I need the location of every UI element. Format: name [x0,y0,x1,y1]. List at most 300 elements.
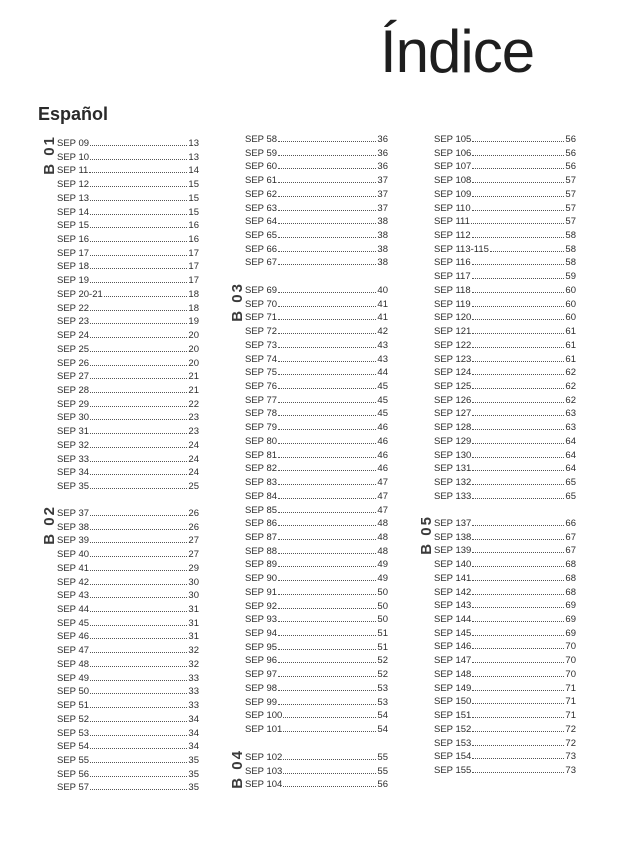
entry-name: SEP 42 [57,576,90,588]
dot-leader [90,272,187,283]
entry-name: SEP 64 [245,216,278,228]
entry-page-number: 14 [188,165,199,177]
entry-page-number: 24 [188,467,199,479]
entry-name: SEP 125 [434,380,472,392]
entry-name: SEP 132 [434,476,472,488]
entry-name: SEP 73 [245,339,278,351]
dot-leader [278,543,376,554]
dot-leader [278,680,376,691]
entry-name: SEP 81 [245,449,278,461]
entry-name: SEP 77 [245,394,278,406]
entry-name: SEP 53 [57,727,90,739]
dot-leader [90,519,187,530]
index-entry [434,282,576,296]
index-entry [245,502,388,516]
dot-leader [278,213,376,224]
entry-name: SEP 13 [57,192,90,204]
entry-page-number: 41 [377,298,388,310]
entry-page-number: 33 [188,700,199,712]
entry-page-number: 63 [565,422,576,434]
dot-leader [278,570,376,581]
entry-page-number: 56 [377,779,388,791]
index-entry [57,738,199,752]
entry-name: SEP 102 [245,752,283,763]
dot-leader [472,638,564,649]
entry-page-number: 49 [377,559,388,571]
index-entry [434,419,576,433]
index-entry [434,158,576,172]
entry-name: SEP 109 [434,188,472,200]
entry-page-number: 16 [188,234,199,246]
index-entry [245,419,388,433]
index-entry [57,725,199,739]
entry-page-number: 23 [188,426,199,438]
dot-leader [278,200,376,211]
dot-leader [90,368,187,379]
entry-name: SEP 19 [57,275,90,287]
entry-name: SEP 118 [434,284,471,296]
entry-page-number: 13 [188,138,199,149]
index-entry [57,683,199,697]
index-entry [245,652,388,666]
index-entry [434,268,576,282]
dot-leader [472,296,565,307]
entry-page-number: 17 [188,247,199,259]
index-entry [57,300,199,314]
dot-leader [278,652,376,663]
dot-leader [278,584,376,595]
entry-page-number: 50 [377,586,388,598]
dot-leader [278,296,376,307]
index-entry [245,364,388,378]
entry-name: SEP 22 [57,302,90,314]
dot-leader [278,337,376,348]
entry-name: SEP 98 [245,682,278,694]
entry-name: SEP 72 [245,326,278,338]
index-entry [434,542,576,556]
entry-name: SEP 145 [434,627,472,639]
entry-page-number: 55 [377,752,388,763]
entry-name: SEP 59 [245,147,278,159]
block-label: B 02 [41,505,58,545]
entry-name: SEP 65 [245,230,278,242]
index-entry [434,488,576,502]
dot-leader [278,666,376,677]
index-entry [57,355,199,369]
entry-name: SEP 70 [245,298,278,310]
dot-leader [278,433,376,444]
entry-page-number: 61 [565,326,576,338]
index-entry [434,254,576,268]
index-entry [57,464,199,478]
entry-name: SEP 91 [245,586,278,598]
index-entry [434,131,576,145]
entry-page-number: 65 [565,490,576,502]
entry-page-number: 70 [565,641,576,653]
dot-leader [472,364,564,375]
index-entry [57,779,199,793]
entry-page-number: 53 [377,682,388,694]
index-entry [245,131,388,145]
dot-leader [472,597,564,608]
entry-name: SEP 51 [57,700,90,712]
entry-page-number: 43 [377,353,388,365]
entry-page-number: 57 [565,188,576,200]
index-entry [434,666,576,680]
dot-leader [90,382,187,393]
dot-leader [472,172,564,183]
index-entry [57,204,199,218]
entry-page-number: 31 [188,631,199,643]
entry-page-number: 64 [565,463,576,475]
entry-name: SEP 126 [434,394,472,406]
dot-leader [472,337,564,348]
dot-leader [472,762,564,773]
index-entry [57,546,199,560]
dot-leader [278,227,376,238]
index-entry [245,488,388,502]
index-entry [434,309,576,323]
entry-name: SEP 151 [434,710,472,722]
index-entry [57,245,199,259]
entry-name: SEP 10 [57,151,90,163]
entry-page-number: 66 [565,518,576,529]
index-entry [245,460,388,474]
entry-page-number: 32 [188,645,199,657]
dot-leader [472,584,564,595]
dot-leader [278,639,376,650]
index-block-b01 [41,135,199,492]
block-label: B 05 [418,515,435,555]
dot-leader [472,433,564,444]
dot-leader [90,355,187,366]
entry-name: SEP 117 [434,271,471,283]
entry-page-number: 17 [188,261,199,273]
entry-name: SEP 25 [57,343,90,355]
entry-name: SEP 124 [434,367,472,379]
index-entry [245,447,388,461]
dot-leader [472,707,564,718]
dot-leader [472,200,565,211]
dot-leader [278,405,376,416]
entry-name: SEP 144 [434,614,472,626]
entry-name: SEP 56 [57,768,90,780]
index-entry [245,351,388,365]
entry-page-number: 13 [188,151,199,163]
index-entry [245,543,388,557]
entry-page-number: 24 [188,453,199,465]
index-entry [57,574,199,588]
index-entry [57,437,199,451]
entry-page-number: 29 [188,562,199,574]
entry-page-number: 38 [377,230,388,242]
entry-page-number: 67 [565,531,576,543]
dot-leader [472,227,565,238]
entry-page-number: 65 [565,476,576,488]
dot-leader [90,464,187,475]
index-entry [245,282,388,296]
entry-name: SEP 128 [434,422,472,434]
index-entry [434,186,576,200]
entry-name: SEP 52 [57,713,90,725]
entry-page-number: 35 [188,768,199,780]
dot-leader [472,735,564,746]
entry-name: SEP 20-21 [57,288,103,300]
entry-page-number: 56 [565,134,576,145]
entry-page-number: 35 [188,754,199,766]
entry-page-number: 50 [377,614,388,626]
entry-page-number: 69 [565,627,576,639]
index-entry [245,570,388,584]
entry-page-number: 62 [565,367,576,379]
index-entry [245,172,388,186]
entry-page-number: 21 [188,384,199,396]
page-title: Índice [380,18,535,85]
index-entry [434,584,576,598]
dot-leader [278,158,376,169]
index-entry [434,707,576,721]
index-entry [57,656,199,670]
entry-name: SEP 76 [245,381,278,393]
entry-page-number: 68 [565,586,576,598]
index-entry [57,628,199,642]
dot-leader [90,451,187,462]
index-entry [245,296,388,310]
dot-leader [283,776,376,787]
entry-page-number: 19 [188,316,199,328]
index-entry [57,670,199,684]
block-label: B 04 [229,749,246,789]
entry-list [57,135,199,492]
entry-page-number: 68 [565,572,576,584]
section-title: Español [38,104,109,124]
entry-name: SEP 146 [434,641,472,653]
entry-name: SEP 82 [245,463,278,475]
entry-page-number: 23 [188,412,199,424]
index-entry [434,200,576,214]
entry-page-number: 58 [565,230,576,242]
entry-page-number: 71 [565,696,576,708]
index-entry [57,409,199,423]
entry-page-number: 42 [377,326,388,338]
dot-leader [471,213,565,224]
index-entry [57,272,199,286]
entry-name: SEP 150 [434,696,472,708]
entry-name: SEP 88 [245,545,278,557]
entry-page-number: 46 [377,435,388,447]
entry-page-number: 70 [565,655,576,667]
index-entry [57,217,199,231]
entry-page-number: 20 [188,357,199,369]
entry-page-number: 61 [565,353,576,365]
entry-name: SEP 112 [434,230,471,242]
entry-page-number: 27 [188,549,199,561]
dot-leader [278,611,376,622]
index-entry [434,227,576,241]
entry-page-number: 58 [565,243,576,255]
index-entry [434,378,576,392]
entry-page-number: 47 [377,490,388,502]
index-entry [57,327,199,341]
dot-leader [278,488,376,499]
dot-leader [90,615,187,626]
index-block-b04 [229,749,388,791]
dot-leader [283,707,376,718]
entry-page-number: 15 [188,206,199,218]
index-entry [434,433,576,447]
entry-page-number: 60 [565,284,576,296]
entry-name: SEP 105 [434,134,472,145]
dot-leader [278,556,376,567]
dot-leader [278,172,376,183]
entry-name: SEP 39 [57,535,90,547]
dot-leader [90,697,187,708]
dot-leader [283,721,376,732]
entry-list [245,749,388,790]
entry-name: SEP 54 [57,741,90,753]
index-entry [434,460,576,474]
index-entry [57,368,199,382]
entry-page-number: 71 [565,682,576,694]
entry-page-number: 60 [565,312,576,324]
index-entry [57,149,199,163]
index-entry [245,680,388,694]
dot-leader [490,241,564,252]
dot-leader [278,694,376,705]
entry-name: SEP 50 [57,686,90,698]
index-entry [245,694,388,708]
entry-name: SEP 97 [245,669,278,681]
entry-page-number: 57 [565,216,576,228]
dot-leader [472,323,564,334]
entry-name: SEP 67 [245,257,278,269]
entry-page-number: 41 [377,312,388,324]
entry-name: SEP 148 [434,668,472,680]
dot-leader [90,587,187,598]
entry-page-number: 25 [188,480,199,492]
entry-name: SEP 120 [434,312,472,324]
index-entry [245,433,388,447]
entry-page-number: 30 [188,590,199,602]
dot-leader [472,405,564,416]
entry-name: SEP 85 [245,504,278,516]
entry-page-number: 31 [188,617,199,629]
dot-leader [472,309,564,320]
dot-leader [472,611,564,622]
entry-page-number: 33 [188,686,199,698]
entry-name: SEP 60 [245,161,278,173]
entry-name: SEP 90 [245,573,278,585]
dot-leader [472,721,564,732]
index-entry [434,351,576,365]
entry-name: SEP 96 [245,655,278,667]
dot-leader [89,162,187,173]
entry-page-number: 24 [188,439,199,451]
entry-name: SEP 147 [434,655,472,667]
entry-name: SEP 142 [434,586,472,598]
index-entry [434,693,576,707]
entry-page-number: 36 [377,147,388,159]
index-entry [434,762,576,776]
entry-page-number: 45 [377,408,388,420]
index-entry [245,241,388,255]
entry-page-number: 16 [188,220,199,232]
entry-name: SEP 55 [57,754,90,766]
entry-page-number: 72 [565,723,576,735]
index-entry [57,587,199,601]
dot-leader [90,409,187,420]
index-block-b02-cont [245,131,388,268]
index-entry [57,532,199,546]
index-entry [245,323,388,337]
index-entry [245,145,388,159]
entry-page-number: 64 [565,435,576,447]
dot-leader [90,683,187,694]
entry-page-number: 37 [377,175,388,187]
entry-page-number: 27 [188,535,199,547]
dot-leader [90,341,187,352]
index-entry [57,519,199,533]
entry-page-number: 37 [377,188,388,200]
dot-leader [90,656,187,667]
entry-page-number: 15 [188,179,199,191]
entry-name: SEP 29 [57,398,90,410]
index-entry [245,556,388,570]
entry-page-number: 34 [188,713,199,725]
index-entry [245,309,388,323]
entry-name: SEP 57 [57,782,90,794]
entry-page-number: 69 [565,600,576,612]
dot-leader [278,378,376,389]
entry-page-number: 50 [377,600,388,612]
entry-name: SEP 131 [434,463,472,475]
dot-leader [90,560,187,571]
index-entry [245,378,388,392]
entry-name: SEP 44 [57,604,90,616]
index-entry [57,258,199,272]
dot-leader [472,268,565,279]
entry-name: SEP 61 [245,175,278,187]
entry-name: SEP 18 [57,261,90,273]
entry-page-number: 73 [565,751,576,763]
entry-name: SEP 80 [245,435,278,447]
index-entry [57,396,199,410]
entry-page-number: 52 [377,669,388,681]
dot-leader [472,515,564,526]
dot-leader [283,763,376,774]
entry-page-number: 30 [188,576,199,588]
entry-name: SEP 09 [57,138,90,149]
dot-leader [104,286,188,297]
index-entry [434,364,576,378]
index-entry [57,711,199,725]
dot-leader [90,258,187,269]
entry-name: SEP 104 [245,779,283,791]
entry-name: SEP 27 [57,371,90,383]
index-entry [57,505,199,519]
entry-name: SEP 153 [434,737,472,749]
index-entry [434,652,576,666]
entry-page-number: 62 [565,394,576,406]
dot-leader [90,135,187,146]
index-block-b03 [229,282,388,735]
index-entry [434,611,576,625]
dot-leader [472,378,564,389]
entry-page-number: 15 [188,192,199,204]
index-entry [434,392,576,406]
entry-name: SEP 103 [245,765,283,777]
index-entry [434,721,576,735]
